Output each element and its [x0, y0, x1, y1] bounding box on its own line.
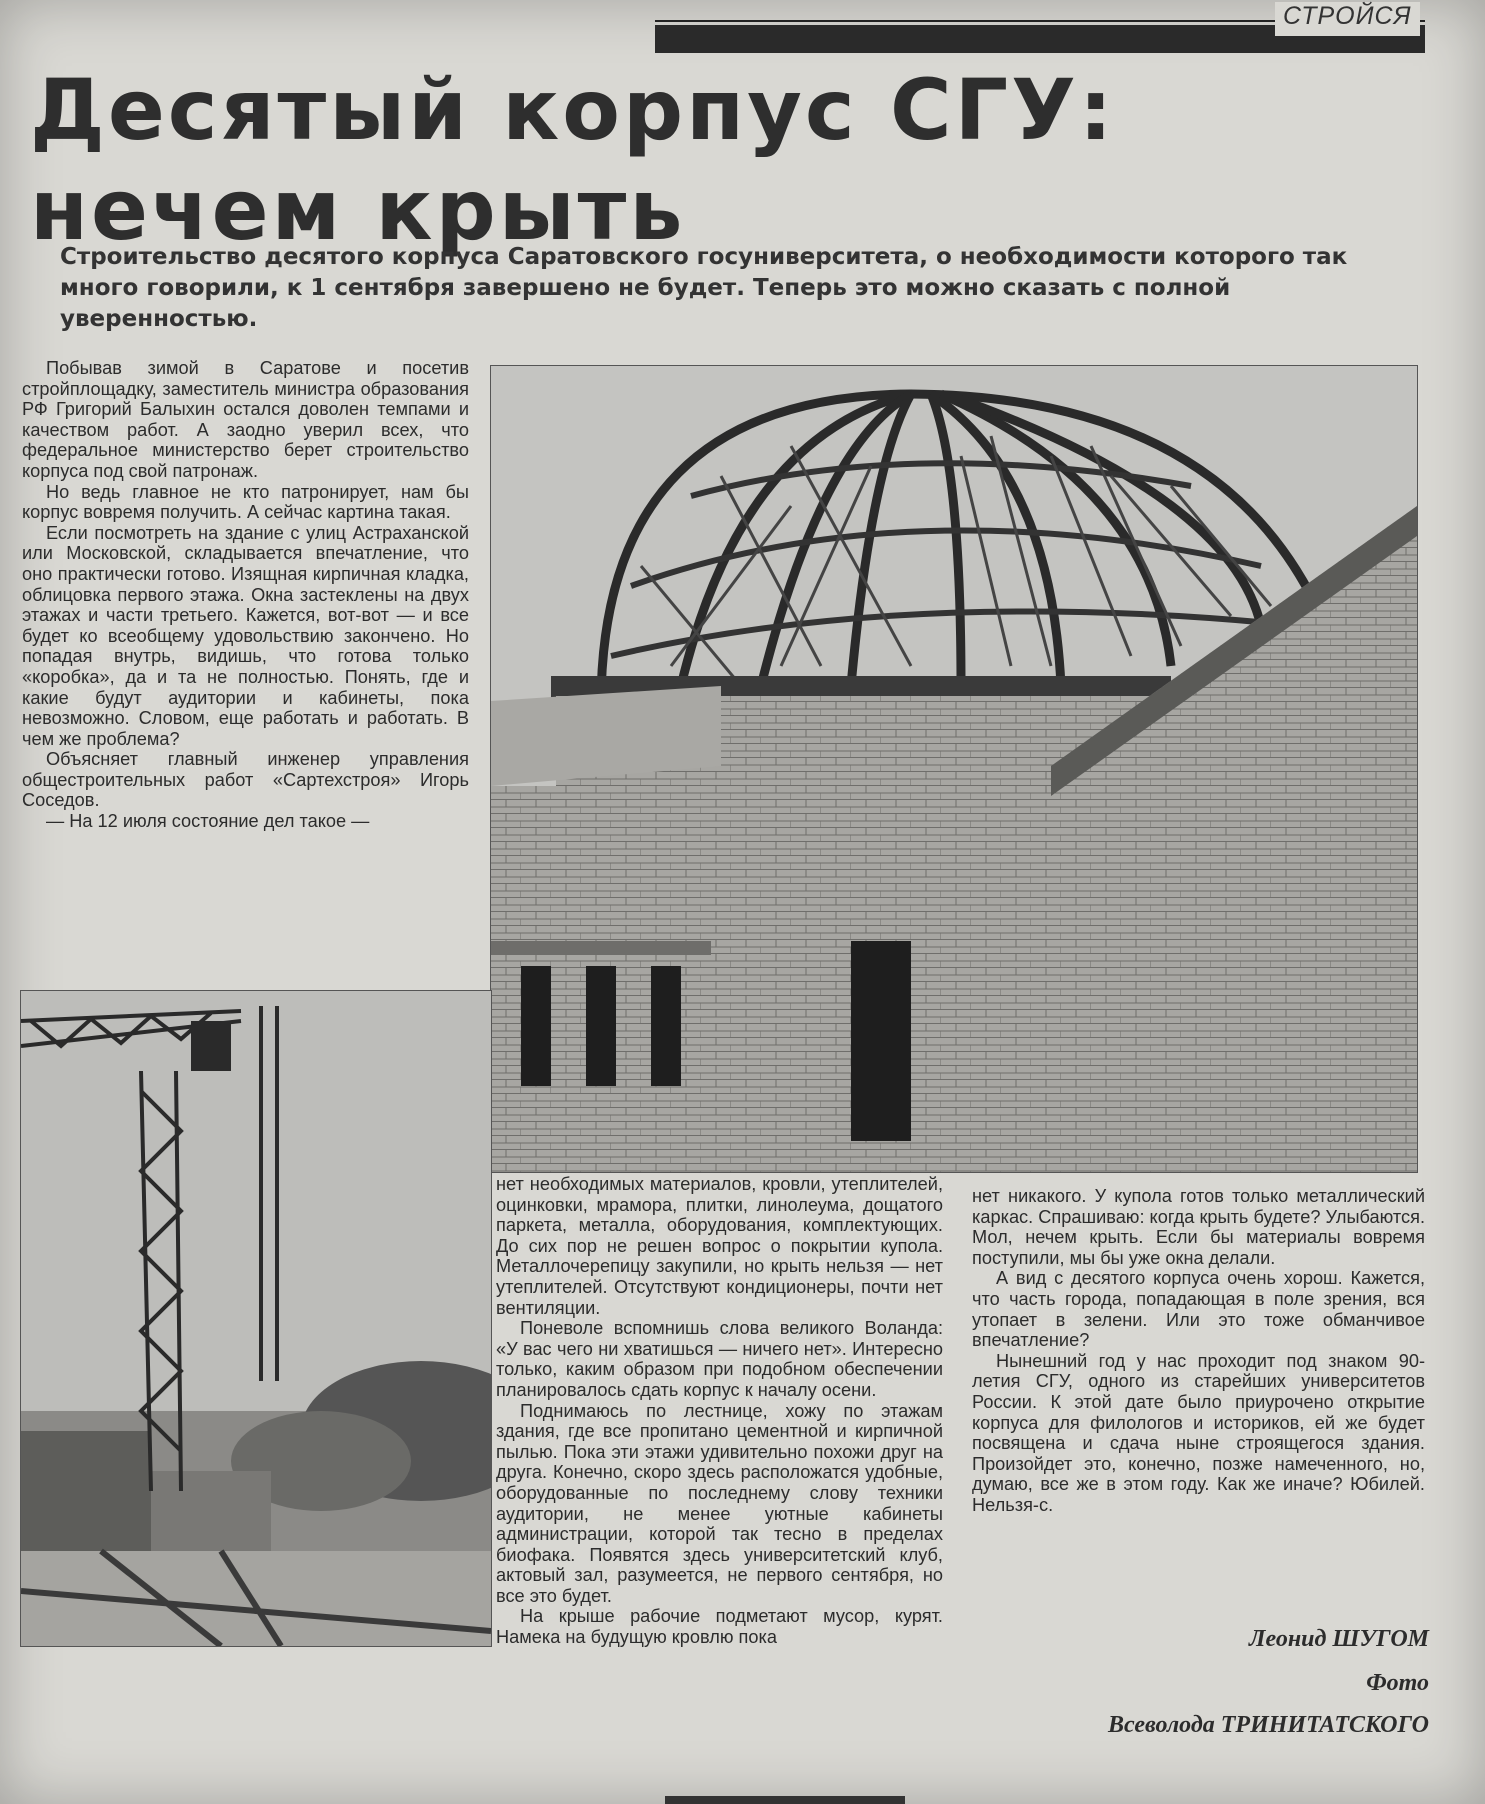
- footer-bar: [665, 1796, 905, 1804]
- crane-photo-graphic: [21, 991, 491, 1646]
- paragraph: Поднимаюсь по лестнице, хожу по этажам здания, где все пропитано цементной и кирпичной пылью. Пока эти этажи удивительно похожи друг на друга. Конечно, скоро здесь расположатся удобные, оборудованные по последнему слову техники аудитории, не менее уютные кабинеты администрации, которой так тесно в пределах биофака. Появятся здесь университетский клуб, актовый зал, разумеется, не первого сентября, но все это будет.: [496, 1400, 943, 1606]
- paragraph: — На 12 июля состояние дел такое —: [46, 811, 370, 832]
- headline-line-2: нечем крыть: [30, 161, 686, 259]
- photographer-name: Всеволода ТРИНИТАТСКОГО: [1108, 1712, 1429, 1738]
- crane-photo: [20, 990, 492, 1647]
- paragraph: А вид с десятого корпуса очень хорош. Кажется, что часть города, попадающая в поле зрения, вся утопает в зелени. Или это тоже обманчивое впечатление?: [972, 1268, 1425, 1351]
- paragraph: Побывав зимой в Саратове и посетив стройплощадку, заместитель министра образования РФ Григорий Балыхин остался доволен темпами и качеством работ. А заодно уверил всех, что федеральное министерство берет строительство корпуса под свой патронаж.: [22, 358, 469, 481]
- paragraph: Объясняет главный инженер управления общестроительных работ «Сартехстроя» Игорь Соседов.: [22, 749, 469, 811]
- paragraph: Поневоле вспомнишь слова великого Воланда: «У вас чего ни хватишься — ничего нет». Интересно только, каким образом при подобном обеспечении планировалось сдать корпус к началу осени.: [496, 1318, 943, 1400]
- dome-photo: [490, 365, 1418, 1173]
- article-column-3: [972, 1186, 1425, 1516]
- article-column-2: [496, 1174, 943, 1648]
- paragraph: нет необходимых материалов, кровли, утеплителей, оцинковки, мрамора, плитки, линолеума, дощатого паркета, металла, оборудования, комплектующих. До сих пор не решен вопрос о покрытии купола. Металлочерепицу закупили, но крыть нельзя — нет утеплителей. Отсутствуют кондиционеры, почти нет вентиляции.: [496, 1174, 943, 1318]
- photo-credit-label: Фото: [1366, 1670, 1429, 1696]
- headline-line-1: Десятый корпус СГУ:: [30, 61, 1116, 159]
- paragraph: На крыше рабочие подметают мусор, курят. Намека на будущую кровлю пока: [496, 1606, 943, 1648]
- headline: [30, 60, 1430, 260]
- rubric-label: СТРОЙСЯ: [1275, 2, 1420, 36]
- lead-paragraph: Строительство десятого корпуса Саратовского госуниверситета, о необходимости которого так много говорили, к 1 сентября завершено не будет. Теперь это можно сказать с полной уверенностью.: [60, 244, 1348, 332]
- paragraph: Нынешний год у нас проходит под знаком 90-летия СГУ, одного из старейших университетов России. К этой дате было приурочено открытие корпуса для филологов и историков, ей же будет посвящена и сдача ныне строящегося здания. Произойдет это, конечно, позже намеченного, но, думаю, все же в этом году. Как же иначе? Юбилей. Нельзя-с.: [972, 1350, 1425, 1515]
- paragraph: нет никакого. У купола готов только металлический каркас. Спрашиваю: когда крыть будете? Улыбаются. Мол, нечем крыть. Если бы материалы вовремя поступили, мы бы уже окна делали.: [972, 1186, 1425, 1268]
- author-signature: Леонид ШУГОМ: [1249, 1626, 1429, 1652]
- paragraph: Но ведь главное не кто патронирует, нам бы корпус вовремя получить. А сейчас картина такая.: [22, 481, 469, 523]
- dome-photo-graphic: [491, 366, 1417, 1172]
- paragraph: Если посмотреть на здание с улиц Астраханской или Московской, складывается впечатление, что оно практически готово. Изящная кирпичная кладка, облицовка первого этажа. Окна застеклены на двух этажах и части третьего. Кажется, вот-вот — и все будет ко всеобщему удовольствию закончено. Но попадая внутрь, видишь, что готова только «коробка», да и та не полностью. Понять, где и какие будут аудитории и кабинеты, пока невозможно. Словом, еще работать и работать. В чем же проблема?: [22, 522, 469, 749]
- article-column-1: [22, 358, 469, 832]
